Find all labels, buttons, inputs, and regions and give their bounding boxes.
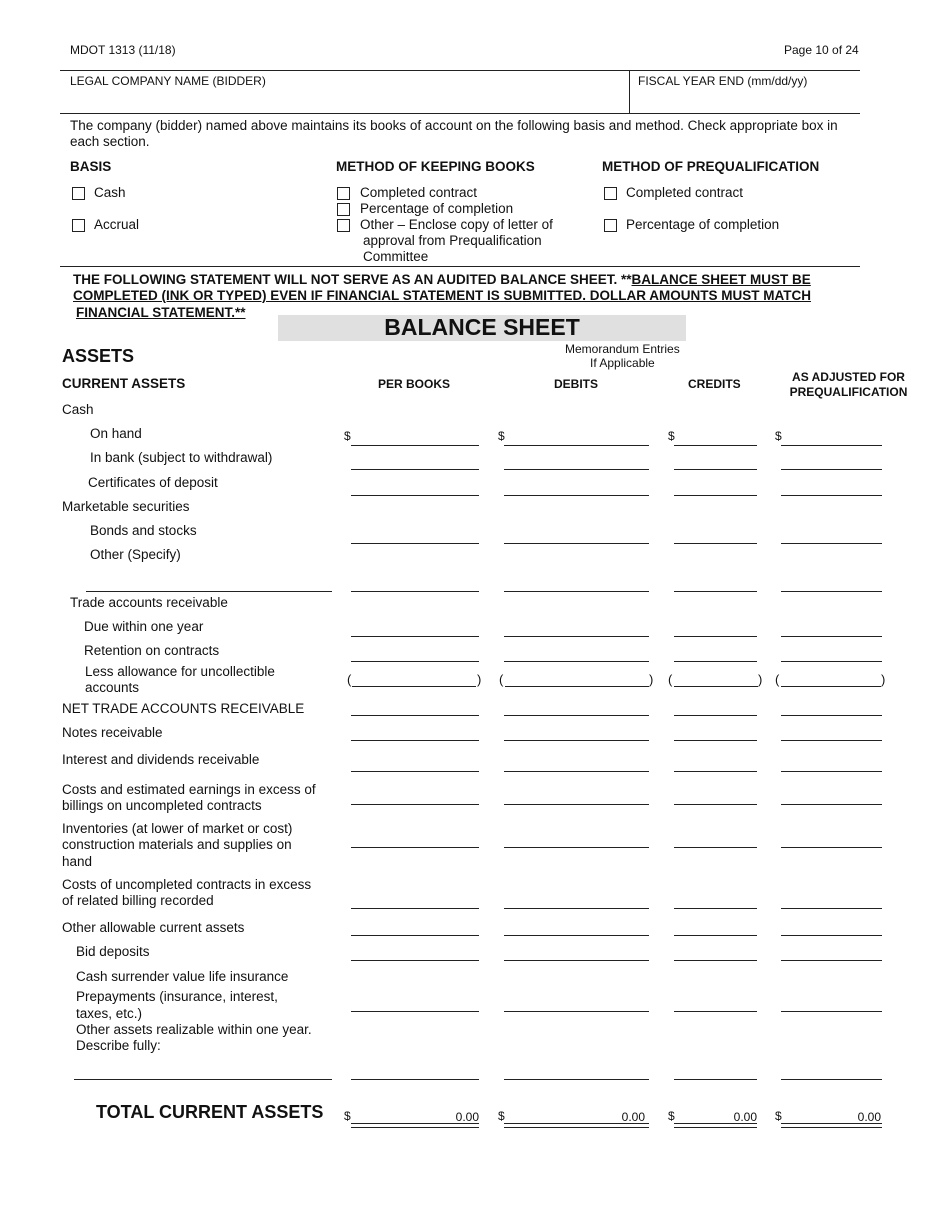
adjusted-header-line2: PREQUALIFICATION (789, 385, 908, 399)
per-books-entry-field[interactable] (351, 1079, 479, 1080)
cash-label: Cash (62, 402, 94, 417)
assets-title: ASSETS (62, 346, 135, 366)
adjusted-entry-field[interactable] (781, 543, 882, 544)
method-prequal-title: METHOD OF PREQUALIFICATION (602, 159, 820, 174)
debits-entry-field[interactable] (504, 445, 649, 446)
close-paren: ) (477, 672, 482, 687)
inventories-label: Inventories (at lower of market or cost) (62, 821, 293, 836)
debits-entry-field[interactable] (504, 771, 649, 772)
prepayments-label: Prepayments (insurance, interest, (76, 989, 278, 1004)
notice-line2: COMPLETED (INK OR TYPED) EVEN IF FINANCIAL STATEMENT IS SUBMITTED. DOLLAR AMOUNTS MUST MATCH (73, 288, 811, 303)
credits-entry-field[interactable] (674, 847, 757, 848)
open-paren: ( (668, 672, 673, 687)
other-realizable-label-cont: Describe fully: (76, 1038, 161, 1053)
page-number: Page 10 of 24 (784, 43, 859, 57)
open-paren: ( (499, 672, 504, 687)
notice-line3: FINANCIAL STATEMENT.** (76, 305, 246, 320)
debits-entry-field[interactable] (504, 543, 649, 544)
current-assets-heading: CURRENT ASSETS (62, 376, 186, 391)
total-credits-value[interactable]: 0.00 (733, 1110, 757, 1124)
uncompleted-label: Costs of uncompleted contracts in excess (62, 877, 312, 892)
per-books-entry-field[interactable] (351, 445, 479, 446)
debits-header: DEBITS (554, 377, 599, 391)
company-name-label: LEGAL COMPANY NAME (BIDDER) (70, 74, 266, 88)
method-books-title: METHOD OF KEEPING BOOKS (336, 159, 535, 174)
per-books-entry-field[interactable] (351, 740, 479, 741)
books-other-label-cont: approval from Prequalification (363, 233, 542, 248)
inventories-label-cont: construction materials and supplies on (62, 837, 292, 852)
cash-surrender-label: Cash surrender value life insurance (76, 969, 289, 984)
uncompleted-label-cont: of related billing recorded (62, 893, 214, 908)
books-percentage-label: Percentage of completion (360, 201, 514, 216)
per-books-entry-field[interactable] (351, 935, 479, 936)
retention-label: Retention on contracts (84, 643, 220, 658)
dollar-sign: $ (344, 1109, 351, 1123)
memo-line1: Memorandum Entries (565, 342, 680, 356)
header-divider (629, 70, 630, 113)
marketable-label: Marketable securities (62, 499, 190, 514)
credits-entry-field[interactable] (674, 935, 757, 936)
dollar-sign: $ (668, 429, 675, 443)
other-allowable-label: Other allowable current assets (62, 920, 245, 935)
adjusted-entry-field[interactable] (781, 445, 882, 446)
debits-entry-field[interactable] (504, 1079, 649, 1080)
close-paren: ) (758, 672, 763, 687)
per-books-entry-field[interactable] (351, 591, 479, 592)
basis-title: BASIS (70, 159, 112, 174)
per-books-entry-field[interactable] (351, 661, 479, 662)
basis-accrual-checkbox[interactable] (72, 219, 85, 232)
debits-entry-field[interactable] (504, 960, 649, 961)
adjusted-entry-field[interactable] (781, 591, 882, 592)
credits-entry-field[interactable] (674, 908, 757, 909)
intro-text: The company (bidder) named above maintains its books of account on the following basis and method. Check appropriate box in each section. (70, 118, 838, 149)
adjusted-entry-field[interactable] (781, 1079, 882, 1080)
credits-entry-field[interactable] (674, 543, 757, 544)
credits-entry-field[interactable] (674, 469, 757, 470)
credits-entry-field[interactable] (674, 804, 757, 805)
adjusted-entry-field[interactable] (781, 636, 882, 637)
cod-label: Certificates of deposit (88, 475, 218, 490)
adjusted-entry-field[interactable] (781, 740, 882, 741)
adjusted-entry-field[interactable] (781, 960, 882, 961)
credits-entry-field[interactable] (674, 771, 757, 772)
per-books-entry-field[interactable] (351, 636, 479, 637)
adjusted-entry-field[interactable] (781, 715, 882, 716)
adjusted-header-line1: AS ADJUSTED FOR (792, 370, 905, 384)
debits-entry-field[interactable] (504, 715, 649, 716)
debits-allowance-field[interactable] (505, 686, 649, 687)
total-current-assets-label: TOTAL CURRENT ASSETS (96, 1102, 324, 1122)
total-underline (781, 1123, 882, 1128)
bonds-label: Bonds and stocks (90, 523, 197, 538)
per-books-entry-field[interactable] (351, 771, 479, 772)
dollar-sign: $ (775, 1109, 782, 1123)
per-books-entry-field[interactable] (351, 543, 479, 544)
books-other-label-cont2: Committee (363, 249, 429, 264)
debits-entry-field[interactable] (504, 847, 649, 848)
bid-deposits-label: Bid deposits (76, 944, 150, 959)
credits-entry-field[interactable] (674, 591, 757, 592)
books-other-label: Other – Enclose copy of letter of (360, 217, 553, 232)
other-specify-field[interactable] (86, 591, 332, 592)
credits-entry-field[interactable] (674, 1079, 757, 1080)
open-paren: ( (347, 672, 352, 687)
credits-entry-field[interactable] (674, 661, 757, 662)
less-allowance-label-cont: accounts (85, 680, 140, 695)
fiscal-year-label: FISCAL YEAR END (mm/dd/yy) (638, 74, 808, 88)
per-books-entry-field[interactable] (351, 495, 479, 496)
memo-line2: If Applicable (590, 356, 655, 370)
less-allowance-label: Less allowance for uncollectible (85, 664, 275, 679)
notice-part1: THE FOLLOWING STATEMENT WILL NOT SERVE AS AN AUDITED BALANCE SHEET. ** (73, 272, 632, 287)
debits-entry-field[interactable] (504, 636, 649, 637)
adjusted-allowance-field[interactable] (781, 686, 881, 687)
debits-entry-field[interactable] (504, 804, 649, 805)
debits-entry-field[interactable] (504, 661, 649, 662)
books-other-checkbox[interactable] (337, 219, 350, 232)
inventories-label-cont2: hand (62, 854, 93, 869)
due-within-label: Due within one year (84, 619, 204, 634)
debits-entry-field[interactable] (504, 495, 649, 496)
header-bottom-rule (60, 113, 860, 114)
total-underline (504, 1123, 649, 1128)
interest-label: Interest and dividends receivable (62, 752, 260, 767)
debits-entry-field[interactable] (504, 740, 649, 741)
adjusted-entry-field[interactable] (781, 661, 882, 662)
total-per-books-value[interactable]: 0.00 (455, 1110, 479, 1124)
credits-entry-field[interactable] (674, 445, 757, 446)
form-id: MDOT 1313 (11/18) (70, 43, 176, 57)
per-books-header: PER BOOKS (378, 377, 451, 391)
per-books-entry-field[interactable] (351, 469, 479, 470)
costs-excess-label: Costs and estimated earnings in excess of (62, 782, 316, 797)
basis-cash-label: Cash (94, 185, 126, 200)
dollar-sign: $ (498, 1109, 505, 1123)
credits-allowance-field[interactable] (674, 686, 758, 687)
other-realizable-field[interactable] (74, 1079, 332, 1080)
per-books-entry-field[interactable] (351, 847, 479, 848)
net-trade-label: NET TRADE ACCOUNTS RECEIVABLE (62, 701, 305, 716)
debits-entry-field[interactable] (504, 935, 649, 936)
dollar-sign: $ (344, 429, 351, 443)
credits-entry-field[interactable] (674, 715, 757, 716)
close-paren: ) (881, 672, 886, 687)
notice-line1 (73, 272, 811, 287)
section-rule (60, 266, 860, 267)
debits-entry-field[interactable] (504, 591, 649, 592)
credits-entry-field[interactable] (674, 1011, 757, 1012)
adjusted-entry-field[interactable] (781, 908, 882, 909)
trade-ar-label: Trade accounts receivable (70, 595, 228, 610)
credits-entry-field[interactable] (674, 960, 757, 961)
per-books-entry-field[interactable] (351, 715, 479, 716)
debits-entry-field[interactable] (504, 908, 649, 909)
per-books-entry-field[interactable] (351, 804, 479, 805)
notice-part2: BALANCE SHEET MUST BE (631, 272, 811, 287)
other-specify-label: Other (Specify) (90, 547, 181, 562)
dollar-sign: $ (498, 429, 505, 443)
debits-entry-field[interactable] (504, 469, 649, 470)
credits-entry-field[interactable] (674, 495, 757, 496)
credits-header: CREDITS (688, 377, 741, 391)
total-underline (351, 1123, 479, 1128)
balance-sheet-title: BALANCE SHEET (384, 314, 580, 340)
books-completed-checkbox[interactable] (337, 187, 350, 200)
fiscal-year-field[interactable] (638, 90, 853, 110)
adjusted-entry-field[interactable] (781, 495, 882, 496)
header-top-rule (60, 70, 860, 71)
open-paren: ( (775, 672, 780, 687)
other-realizable-label: Other assets realizable within one year. (76, 1022, 312, 1037)
per-books-entry-field[interactable] (351, 960, 479, 961)
in-bank-label: In bank (subject to withdrawal) (90, 450, 273, 465)
on-hand-label: On hand (90, 426, 142, 441)
company-name-field[interactable] (70, 90, 620, 110)
adjusted-entry-field[interactable] (781, 935, 882, 936)
total-debits-value[interactable]: 0.00 (621, 1110, 645, 1124)
per-books-entry-field[interactable] (351, 908, 479, 909)
dollar-sign: $ (668, 1109, 675, 1123)
prequal-completed-checkbox[interactable] (604, 187, 617, 200)
basis-cash-checkbox[interactable] (72, 187, 85, 200)
total-underline (674, 1123, 757, 1128)
adjusted-entry-field[interactable] (781, 1011, 882, 1012)
adjusted-entry-field[interactable] (781, 804, 882, 805)
prequal-percentage-checkbox[interactable] (604, 219, 617, 232)
prequal-completed-label: Completed contract (626, 185, 744, 200)
notes-label: Notes receivable (62, 725, 163, 740)
debits-entry-field[interactable] (504, 1011, 649, 1012)
credits-entry-field[interactable] (674, 636, 757, 637)
per-books-allowance-field[interactable] (352, 686, 476, 687)
total-adjusted-value[interactable]: 0.00 (857, 1110, 881, 1124)
prequal-percentage-label: Percentage of completion (626, 217, 780, 232)
basis-accrual-label: Accrual (94, 217, 140, 232)
adjusted-entry-field[interactable] (781, 847, 882, 848)
books-percentage-checkbox[interactable] (337, 203, 350, 216)
dollar-sign: $ (775, 429, 782, 443)
adjusted-entry-field[interactable] (781, 771, 882, 772)
adjusted-entry-field[interactable] (781, 469, 882, 470)
prepayments-label-cont: taxes, etc.) (76, 1006, 143, 1021)
close-paren: ) (649, 672, 654, 687)
credits-entry-field[interactable] (674, 740, 757, 741)
books-completed-label: Completed contract (360, 185, 478, 200)
per-books-entry-field[interactable] (351, 1011, 479, 1012)
costs-excess-label-cont: billings on uncompleted contracts (62, 798, 262, 813)
